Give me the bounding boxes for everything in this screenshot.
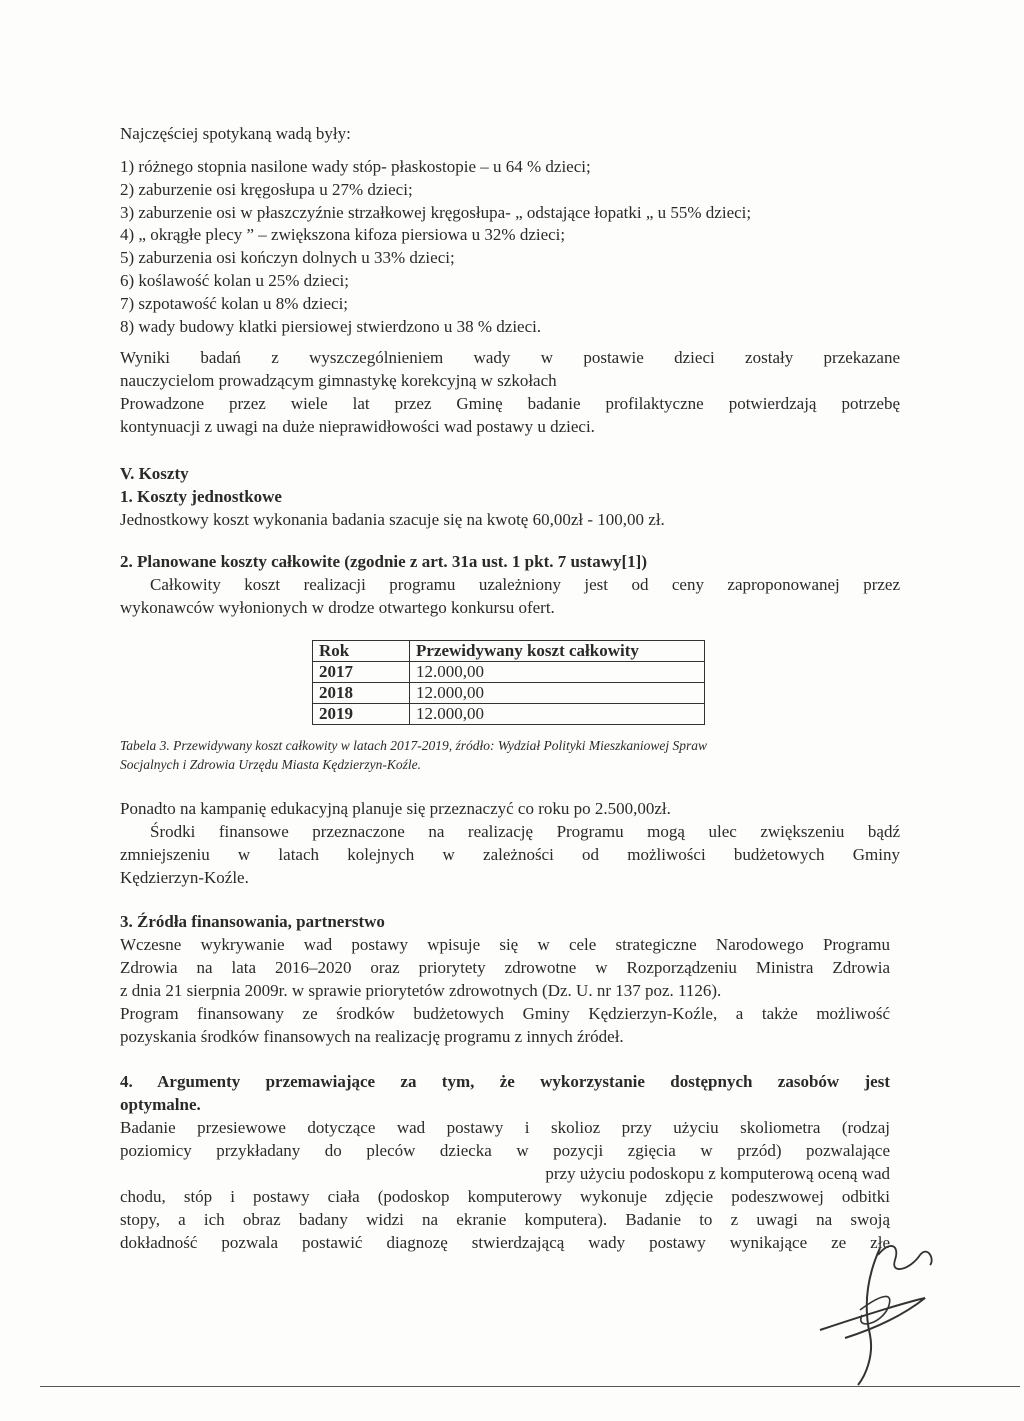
arguments-line: poziomicy przykładany do pleców dziecka w pozycji zgięcia w przód) pozwalające (120, 1141, 890, 1160)
arguments-paragraph (120, 1116, 890, 1254)
subheading-planned-costs: 2. Planowane koszty całkowite (zgodnie z art. 31a ust. 1 pkt. 7 ustawy[1]) (120, 552, 647, 571)
funding-paragraph (120, 933, 890, 1048)
results-line: Prowadzone przez wiele lat przez Gminę badanie profilaktyczne potwierdzają potrzebę (120, 394, 900, 413)
list-item: 4) „ okrągłe plecy ” – zwiększona kifoza piersiowa u 32% dzieci; (120, 225, 566, 245)
cost-cell: 12.000,00 (410, 662, 705, 683)
column-header-cost: Przewidywany koszt całkowity (410, 641, 705, 662)
year-cell: 2019 (313, 704, 410, 725)
list-item: 5) zaburzenia osi kończyn dolnych u 33% dzieci; (120, 248, 455, 268)
table-caption (120, 736, 707, 774)
cost-cell: 12.000,00 (410, 683, 705, 704)
funding-line: pozyskania środków finansowych na realizację programu z innych źródeł. (120, 1027, 624, 1046)
planned-costs-line: Całkowity koszt realizacji programu uzależniony jest od ceny zaproponowanej przez (150, 575, 900, 594)
funding-line: Wczesne wykrywanie wad postawy wpisuje się w cele strategiczne Narodowego Programu (120, 935, 890, 954)
cost-cell: 12.000,00 (410, 704, 705, 725)
arguments-line: chodu, stóp i postawy ciała (podoskop komputerowy wykonuje zdjęcie podeszwowej odbitki (120, 1187, 890, 1206)
unit-costs-text: Jednostkowy koszt wykonania badania szacuje się na kwotę 60,00zł - 100,00 zł. (120, 510, 665, 529)
year-cell: 2018 (313, 683, 410, 704)
list-item: 1) różnego stopnia nasilone wady stóp- płaskostopie – u 64 % dzieci; (120, 157, 591, 176)
results-line: nauczycielom prowadzącym gimnastykę korekcyjną w szkołach (120, 371, 557, 390)
planned-costs-line: wykonawców wyłonionych w drodze otwartego konkursu ofert. (120, 598, 555, 617)
subheading-funding: 3. Źródła finansowania, partnerstwo (120, 912, 385, 931)
list-item: 7) szpotawość kolan u 8% dzieci; (120, 293, 349, 313)
caption-line: Socjalnych i Zdrowia Urzędu Miasta Kędzierzyn-Koźle. (120, 757, 421, 772)
campaign-line: Ponadto na kampanię edukacyjną planuje się przeznaczyć co roku po 2.500,00zł. (120, 799, 671, 818)
year-cell: 2017 (313, 662, 410, 683)
list-item: 6) koślawość kolan u 25% dzieci; (120, 270, 349, 290)
results-line: Wyniki badań z wyszczególnieniem wady w postawie dzieci zostały przekazane (120, 348, 900, 367)
campaign-line: Kędzierzyn-Koźle. (120, 868, 249, 887)
defects-list (120, 155, 751, 337)
column-header-year: Rok (313, 641, 410, 662)
arguments-line: stopy, a ich obraz badany widzi na ekranie komputera). Badanie to z uwagi na swoją (120, 1210, 890, 1229)
campaign-paragraph (120, 797, 900, 889)
table-header-row (313, 641, 705, 662)
arguments-line: dokładność pozwala postawić diagnozę stwierdzającą wady postawy wynikające ze złe (120, 1233, 890, 1252)
arguments-line: przy użyciu podoskopu z komputerową oceną wad (545, 1164, 890, 1183)
table-row (313, 683, 705, 704)
results-paragraph (120, 346, 900, 438)
subheading-unit-costs: 1. Koszty jednostkowe (120, 487, 282, 506)
arguments-heading-line: optymalne. (120, 1095, 201, 1114)
arguments-line: Badanie przesiewowe dotyczące wad postawy i skolioz przy użyciu skoliometra (rodzaj (120, 1118, 890, 1137)
table-row (313, 662, 705, 683)
funding-line: Zdrowia na lata 2016–2020 oraz priorytety zdrowotne w Rozporządzeniu Ministra Zdrowia (120, 958, 890, 977)
planned-costs-paragraph (120, 573, 900, 619)
list-item: 3) zaburzenie osi w płaszczyźnie strzałkowej kręgosłupa- „ odstające łopatki „ u 55% dzieci; (120, 202, 752, 222)
caption-line: Tabela 3. Przewidywany koszt całkowity w latach 2017-2019, źródło: Wydział Polityki Mieszkaniowej Spraw (120, 738, 707, 753)
funding-line: z dnia 21 sierpnia 2009r. w sprawie priorytetów zdrowotnych (Dz. U. nr 137 poz. 1126). (120, 981, 722, 1000)
subheading-arguments (120, 1070, 890, 1116)
campaign-line: Środki finansowe przeznaczone na realizację Programu mogą ulec zwiększeniu bądź (150, 822, 900, 841)
results-line: kontynuacji z uwagi na duże nieprawidłowości wad postawy u dzieci. (120, 417, 595, 436)
campaign-line: zmniejszeniu w latach kolejnych w zależności od możliwości budżetowych Gminy (120, 845, 900, 864)
list-item: 2) zaburzenie osi kręgosłupa u 27% dzieci; (120, 179, 413, 199)
handwritten-signature (800, 1200, 950, 1390)
intro-text: Najczęściej spotykaną wadą były: (120, 124, 351, 143)
footer-divider (40, 1386, 1020, 1387)
section-heading-costs: V. Koszty (120, 464, 189, 483)
funding-line: Program finansowany ze środków budżetowych Gminy Kędzierzyn-Koźle, a także możliwość (120, 1004, 890, 1023)
table-row (313, 704, 705, 725)
cost-table (312, 640, 705, 725)
arguments-heading-line: 4. Argumenty przemawiające za tym, że wykorzystanie dostępnych zasobów jest (120, 1072, 890, 1091)
list-item: 8) wady budowy klatki piersiowej stwierdzono u 38 % dzieci. (120, 316, 542, 336)
